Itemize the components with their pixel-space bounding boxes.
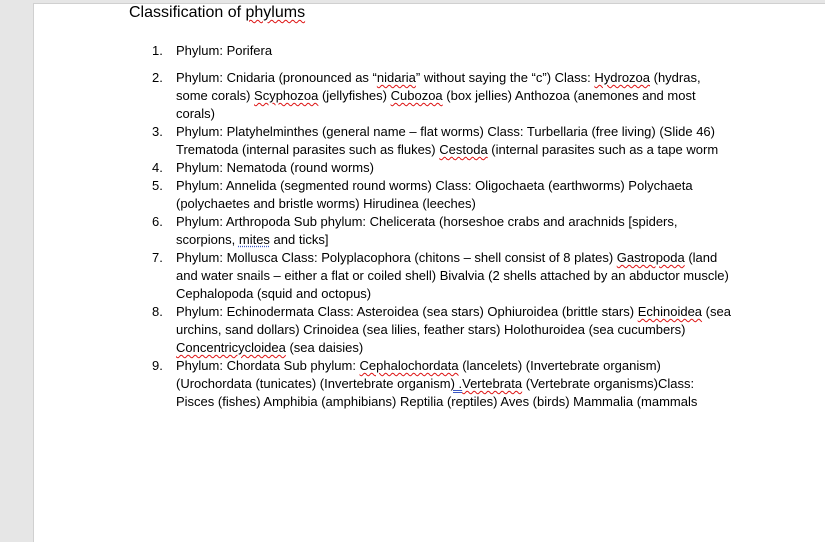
list-item	[152, 357, 732, 411]
list-item-number: 8.	[152, 304, 163, 319]
list-item-text: (internal parasites such as a tape worm	[487, 142, 719, 157]
list-item	[152, 213, 732, 249]
list-item-text: (hydras, some corals)	[176, 70, 701, 103]
list-item-text: (box jellies) Anthozoa (anemones and most corals)	[176, 88, 696, 121]
flagged-word[interactable]: mites	[238, 232, 270, 247]
list-item	[152, 249, 732, 303]
flagged-word[interactable]: Hydrozoa	[594, 70, 651, 85]
list-item-text: Phylum: Echinodermata Class: Asteroidea (sea stars) Ophiuroidea (brittle stars)	[176, 304, 638, 319]
list-item-text: Phylum: Mollusca Class: Polyplacophora (chitons – shell consist of 8 plates)	[176, 250, 617, 265]
list-item-text: (sea urchins, sand dollars) Crinoidea (sea lilies, feather stars) Holothuroidea (sea cucumbers)	[176, 304, 731, 337]
title-text: Classification of	[129, 4, 246, 21]
document-page[interactable]	[33, 3, 825, 542]
list-item-text: Phylum: Cnidaria (pronounced as “	[176, 70, 377, 85]
flagged-word[interactable]: Vertebrata	[462, 376, 523, 391]
list-item	[152, 123, 732, 159]
list-item-number: 3.	[152, 124, 163, 139]
list-item	[152, 303, 732, 357]
flagged-word[interactable]: Gastropoda	[616, 250, 685, 265]
list-item	[152, 69, 732, 123]
list-item-text: Phylum: Platyhelminthes (general name – flat worms) Class: Turbellaria (free living) (Slide 46) Trematoda (internal parasites such as flukes)	[176, 124, 715, 157]
list-item-text: Phylum: Arthropoda Sub phylum: Chelicerata (horseshoe crabs and arachnids [spiders, scorpions,	[176, 214, 678, 247]
list-item-text: Phylum: Chordata Sub phylum:	[176, 358, 360, 373]
list-item-number: 2.	[152, 70, 163, 85]
list-item-number: 6.	[152, 214, 163, 229]
list-item	[152, 159, 732, 177]
flagged-word[interactable]: Scyphozoa	[254, 88, 319, 103]
list-item	[152, 177, 732, 213]
list-item-text: Phylum: Annelida (segmented round worms) Class: Oligochaeta (earthworms) Polychaeta (polychaetes and bristle worms) Hirudinea (leeches)	[176, 178, 693, 211]
flagged-word[interactable]: Concentricycloidea	[176, 340, 286, 355]
list-item-text: (jellyfishes)	[318, 88, 391, 103]
flagged-word[interactable]: Cephalochordata	[359, 358, 459, 373]
flagged-word[interactable]: ) .	[450, 376, 463, 391]
list-item-text: (Vertebrate organisms)Class: Pisces (fishes) Amphibia (amphibians) Reptilia (reptiles) Aves (birds) Mammalia (mammals	[176, 376, 698, 409]
flagged-word[interactable]: Echinoidea	[637, 304, 703, 319]
list-item-number: 5.	[152, 178, 163, 193]
list-item-number: 7.	[152, 250, 163, 265]
list-item-number: 9.	[152, 358, 163, 373]
list-item	[152, 42, 732, 60]
phylum-list	[152, 42, 732, 411]
flagged-word[interactable]: Cestoda	[439, 142, 488, 157]
list-item-text: (sea daisies)	[285, 340, 364, 355]
list-item-number: 1.	[152, 43, 163, 58]
list-item-text: (land and water snails – either a flat or coiled shell) Bivalvia (2 shells attached by an abductor muscle) Cephalopoda (squid and octopus)	[176, 250, 729, 301]
list-item-text: Phylum: Porifera	[176, 43, 273, 58]
title-misspelled-word: phylums	[245, 4, 306, 21]
flagged-word[interactable]: Cubozoa	[390, 88, 443, 103]
list-item-text: ” without saying the “c”) Class:	[415, 70, 595, 85]
list-item-text: and ticks]	[269, 232, 329, 247]
list-item-text: Phylum: Nematoda (round worms)	[176, 160, 374, 175]
document-title	[129, 4, 305, 22]
list-item-text: (lancelets) (Invertebrate organism) (Urochordata (tunicates) (Invertebrate organism	[176, 358, 661, 391]
flagged-word[interactable]: nidaria	[376, 70, 416, 85]
list-item-number: 4.	[152, 160, 163, 175]
